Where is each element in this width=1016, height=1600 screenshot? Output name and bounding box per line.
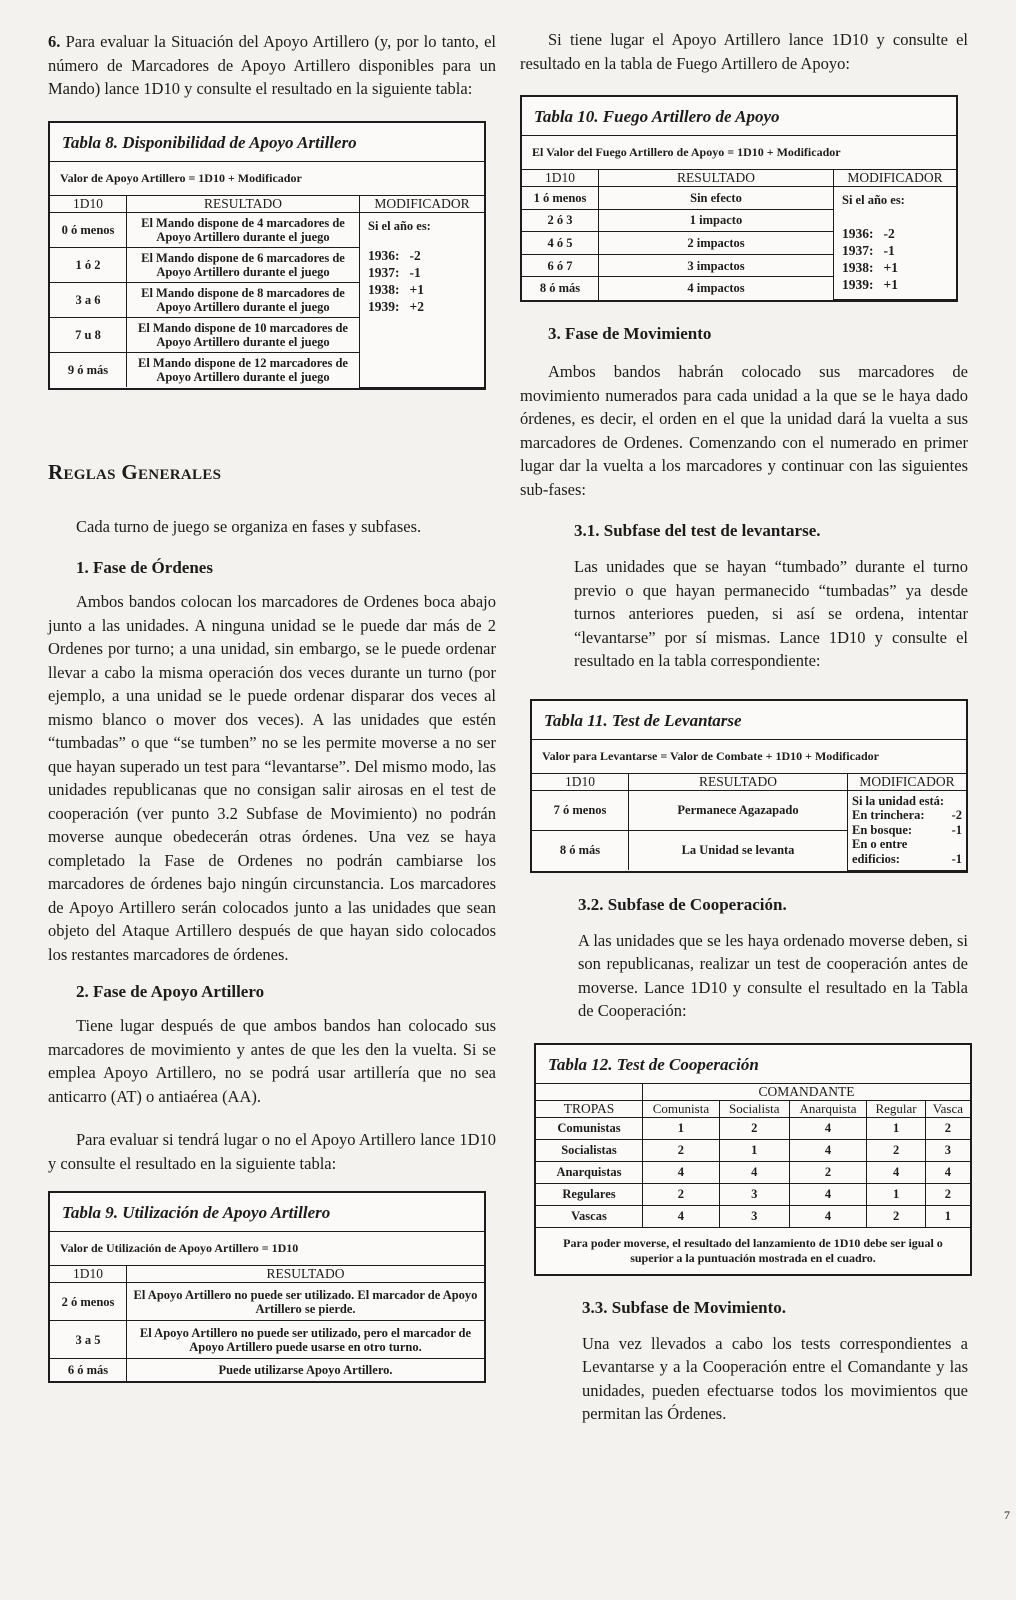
modifier-heading: Si el año es: [368, 218, 431, 233]
modifier-row [368, 247, 476, 264]
subphase-block [520, 521, 968, 673]
result-cell: Permanece Agazapado [629, 790, 848, 830]
result-cell: 3 impactos [599, 254, 834, 277]
roll-cell: 0 ó menos [50, 212, 127, 247]
value-cell: 1 [867, 1183, 925, 1205]
phase-text: Ambos bandos colocan los marcadores de Ordenes boca abajo junto a las unidades. A ninguna unidad se le puede dar más de 2 Ordenes por turno; a una unidad, sin embargo, se le puede ordenar llevar a cabo la misma operación dos veces durante un turno (por ejemplo, a una unidad se le puede ordenar disparar dos veces al mismo blanco o mover dos veces). A las unidades que estén “tumbadas” o que “se tumben” no se les permite moverse a no ser que hayan superado un test para “levantarse”. Del mismo modo, las unidades republicanas que no consigan salir airosas en el test de cooperación (ver punto 3.2 Subfase de Movimiento) no podrán moverse aunque obedecerán otras órdenes. Una vez se haya completado la Fase de Ordenes no podrán cambiarse los marcadores de órdenes bajo ningún circunstancia. Los marcadores de Apoyo Artillero serán colocados junto a las unidades que sean objeto del Ataque Artillero después de que hayan sido colocados los restantes marcadores de órdenes. [48, 592, 496, 964]
col-header: RESULTADO [127, 196, 360, 213]
subphase-title: 3.1. Subfase del test de levantarse. [574, 521, 821, 540]
roll-cell: 7 ó menos [532, 790, 629, 830]
year-value: -2 [409, 247, 421, 263]
table-title: Tabla 12. Test de Cooperación [536, 1045, 970, 1084]
modifier-row [842, 276, 948, 293]
subphase-text: Una vez llevados a cabo los tests correspondientes a Levantarse y a la Cooperación entre el Comandante y las unidades, pueden efectuarse todos los movimientos que permitan las Órdenes. [582, 1333, 968, 1423]
item-number: 6. [48, 32, 61, 51]
table-note: Para poder moverse, el resultado del lanzamiento de 1D10 debe ser igual o superior a la puntuación mostrada en el cuadro. [563, 1235, 943, 1265]
phase-title: 2. Fase de Apoyo Artillero [76, 982, 265, 1001]
value-cell: 4 [789, 1139, 867, 1161]
table-grid [50, 1266, 484, 1381]
col-header: MODIFICADOR [360, 196, 485, 213]
modifier-row [852, 823, 962, 838]
year-label: 1938: [368, 281, 400, 297]
year-value: -1 [883, 243, 895, 258]
year-label: 1937: [368, 264, 400, 280]
phase-text: Ambos bandos habrán colocado sus marcadores de movimiento numerados para cada unidad a la que se le haya dado órdenes, es decir, el orden en el que la unidad dará la vuelta a sus marcadores de Ordenes. Comenzando con el numerado en primer lugar dar la vuelta a los marcadores y continuar con las siguientes sub-fases: [520, 362, 968, 499]
year-value: -1 [409, 264, 421, 280]
modifier-cell [848, 790, 967, 870]
modifier-row [368, 264, 476, 281]
table-grid [536, 1084, 970, 1228]
modifier-list [842, 225, 948, 293]
modifier-value: -1 [951, 822, 962, 837]
value-cell: 1 [643, 1117, 720, 1139]
row-label: Comunistas [536, 1117, 643, 1139]
col-header: Vasca [925, 1100, 970, 1117]
phase-title: 1. Fase de Órdenes [76, 558, 213, 577]
result-cell: La Unidad se levanta [629, 830, 848, 870]
result-cell: El Mando dispone de 6 marcadores de Apoyo Artillero durante el juego [127, 247, 360, 282]
col-header: Anarquista [789, 1100, 867, 1117]
table-title: Tabla 8. Disponibilidad de Apoyo Artillero [50, 123, 484, 162]
value-cell: 2 [867, 1139, 925, 1161]
value-cell: 2 [925, 1183, 970, 1205]
year-label: 1939: [842, 277, 874, 292]
col-header: RESULTADO [629, 774, 848, 791]
subphase-block [520, 1298, 968, 1426]
modifier-list [368, 247, 476, 315]
col-header: 1D10 [522, 170, 599, 187]
col-header: MODIFICADOR [848, 774, 967, 791]
value-cell: 2 [867, 1205, 925, 1227]
modifier-row [842, 242, 948, 259]
roll-cell: 2 ó menos [50, 1283, 127, 1321]
modifier-cell [360, 212, 485, 387]
result-cell: El Apoyo Artillero no puede ser utilizado. El marcador de Apoyo Artillero se pierde. [127, 1283, 485, 1321]
phase-title: 3. Fase de Movimiento [548, 324, 712, 343]
value-cell: 4 [789, 1117, 867, 1139]
modifier-label: En bosque: [852, 822, 913, 837]
intro-text: Para evaluar la Situación del Apoyo Artillero (y, por lo tanto, el número de Marcadores de Apoyo Artillero disponibles para un Mando) lance 1D10 y consulte el resultado en la siguiente tabla: [48, 32, 496, 98]
roll-cell: 3 a 6 [50, 282, 127, 317]
roll-cell: 4 ó 5 [522, 232, 599, 255]
intro-paragraph: Si tiene lugar el Apoyo Artillero lance 1D10 y consulte el resultado en la tabla de Fuego Artillero de Apoyo: [520, 30, 968, 73]
tabla-10 [520, 95, 958, 302]
roll-cell: 6 ó más [50, 1359, 127, 1381]
result-cell: El Mando dispone de 12 marcadores de Apoyo Artillero durante el juego [127, 352, 360, 387]
value-cell: 4 [789, 1205, 867, 1227]
year-label: 1936: [368, 247, 400, 263]
table-formula: Valor de Utilización de Apoyo Artillero = 1D10 [50, 1232, 484, 1266]
subphase-title: 3.2. Subfase de Cooperación. [578, 894, 787, 914]
year-value: +1 [883, 260, 898, 275]
roll-cell: 6 ó 7 [522, 254, 599, 277]
value-cell: 2 [643, 1183, 720, 1205]
year-label: 1939: [368, 298, 400, 314]
result-cell: El Mando dispone de 4 marcadores de Apoyo Artillero durante el juego [127, 212, 360, 247]
col-header: Comunista [643, 1100, 720, 1117]
intro-paragraph [48, 30, 496, 101]
value-cell: 2 [789, 1161, 867, 1183]
year-value: -2 [883, 226, 895, 241]
row-header: TROPAS [536, 1100, 643, 1117]
value-cell: 1 [925, 1205, 970, 1227]
col-header: RESULTADO [599, 170, 834, 187]
value-cell: 4 [719, 1161, 789, 1183]
left-column [48, 28, 496, 1383]
subphase-block [520, 895, 968, 1023]
modifier-heading: Si el año es: [842, 193, 905, 207]
col-header: Regular [867, 1100, 925, 1117]
roll-cell: 2 ó 3 [522, 209, 599, 232]
subphase-text: A las unidades que se les haya ordenado moverse deben, si son republicanas, realizar un test de cooperación antes de moverse. Lance 1D10 y consulte el resultado en la Tabla de Cooperación: [578, 930, 968, 1020]
table-formula: Valor para Levantarse = Valor de Combate + 1D10 + Modificador [532, 740, 966, 774]
table-formula: Valor de Apoyo Artillero = 1D10 + Modificador [50, 162, 484, 196]
roll-cell: 1 ó 2 [50, 247, 127, 282]
right-column [520, 28, 968, 1426]
col-header: RESULTADO [127, 1266, 485, 1283]
row-label: Regulares [536, 1183, 643, 1205]
year-value: +1 [883, 277, 898, 292]
value-cell: 4 [643, 1205, 720, 1227]
value-cell: 2 [925, 1117, 970, 1139]
result-cell: El Apoyo Artillero no puede ser utilizado, pero el marcador de Apoyo Artillero puede usarse en otro turno. [127, 1321, 485, 1359]
empty-header [536, 1084, 643, 1101]
table-title: Tabla 10. Fuego Artillero de Apoyo [522, 97, 956, 136]
year-label: 1936: [842, 226, 874, 241]
value-cell: 2 [719, 1117, 789, 1139]
modifier-row [368, 298, 476, 315]
tabla-8 [48, 121, 486, 390]
result-cell: 4 impactos [599, 277, 834, 300]
modifier-label: En trinchera: [852, 808, 925, 822]
subphase-title: 3.3. Subfase de Movimiento. [582, 1297, 786, 1317]
modifier-heading: Si la unidad está: [852, 793, 945, 808]
value-cell: 4 [643, 1161, 720, 1183]
table-grid [532, 774, 966, 871]
tabla-12 [534, 1043, 972, 1276]
modifier-label: En o entre edificios: [852, 837, 908, 866]
page-number: 7 [1004, 1508, 1010, 1522]
table-formula: El Valor del Fuego Artillero de Apoyo = 1D10 + Modificador [522, 136, 956, 170]
result-cell: Sin efecto [599, 187, 834, 210]
row-label: Socialistas [536, 1139, 643, 1161]
modifier-row [842, 225, 948, 242]
col-header: 1D10 [50, 196, 127, 213]
col-header: MODIFICADOR [834, 170, 957, 187]
year-value: +2 [409, 298, 424, 314]
year-label: 1937: [842, 243, 874, 258]
col-header: 1D10 [532, 774, 629, 791]
table-grid [50, 196, 484, 388]
modifier-value: -1 [951, 851, 962, 866]
value-cell: 1 [867, 1117, 925, 1139]
table-grid [522, 170, 956, 300]
result-cell: 2 impactos [599, 232, 834, 255]
value-cell: 3 [719, 1205, 789, 1227]
phase-text: Tiene lugar después de que ambos bandos han colocado sus marcadores de movimiento y antes de que les den la vuelta. Si se emplea Apoyo Artillero, no se podrá usar artillería que no sea anticarro (AT) o antiaérea (AA). [48, 1016, 496, 1106]
roll-cell: 8 ó más [522, 277, 599, 300]
modifier-row [368, 281, 476, 298]
roll-cell: 8 ó más [532, 830, 629, 870]
row-label: Anarquistas [536, 1161, 643, 1183]
value-cell: 4 [789, 1183, 867, 1205]
group-header: COMANDANTE [643, 1084, 971, 1101]
roll-cell: 9 ó más [50, 352, 127, 387]
tabla-11 [530, 699, 968, 873]
modifier-row [852, 837, 962, 866]
modifier-cell [834, 187, 957, 300]
result-cell: 1 impacto [599, 209, 834, 232]
table-title: Tabla 9. Utilización de Apoyo Artillero [50, 1193, 484, 1232]
roll-cell: 3 a 5 [50, 1321, 127, 1359]
value-cell: 4 [867, 1161, 925, 1183]
modifier-value: -2 [951, 808, 962, 822]
value-cell: 4 [925, 1161, 970, 1183]
value-cell: 3 [719, 1183, 789, 1205]
year-value: +1 [409, 281, 424, 297]
roll-cell: 1 ó menos [522, 187, 599, 210]
result-cell: El Mando dispone de 8 marcadores de Apoyo Artillero durante el juego [127, 282, 360, 317]
modifier-row [842, 259, 948, 276]
value-cell: 2 [643, 1139, 720, 1161]
section-intro: Cada turno de juego se organiza en fases y subfases. [76, 516, 422, 536]
year-label: 1938: [842, 260, 874, 275]
value-cell: 3 [925, 1139, 970, 1161]
tabla-9 [48, 1191, 486, 1383]
roll-cell: 7 u 8 [50, 317, 127, 352]
row-label: Vascas [536, 1205, 643, 1227]
col-header: Socialista [719, 1100, 789, 1117]
phase-text: Para evaluar si tendrá lugar o no el Apoyo Artillero lance 1D10 y consulte el resultado en la siguiente tabla: [48, 1130, 496, 1173]
table-title: Tabla 11. Test de Levantarse [532, 701, 966, 740]
col-header: 1D10 [50, 1266, 127, 1283]
modifier-row [852, 808, 962, 823]
section-title: Reglas Generales [48, 459, 222, 484]
result-cell: El Mando dispone de 10 marcadores de Apoyo Artillero durante el juego [127, 317, 360, 352]
subphase-text: Las unidades que se hayan “tumbado” durante el turno previo o que hayan permanecido “tumbadas” ya desde turnos anteriores pueden, si así se ordena, intentar “levantarse” por sí mismas. Lance 1D10 y consulte el resultado en la tabla correspondiente: [574, 557, 968, 670]
result-cell: Puede utilizarse Apoyo Artillero. [127, 1359, 485, 1381]
value-cell: 1 [719, 1139, 789, 1161]
